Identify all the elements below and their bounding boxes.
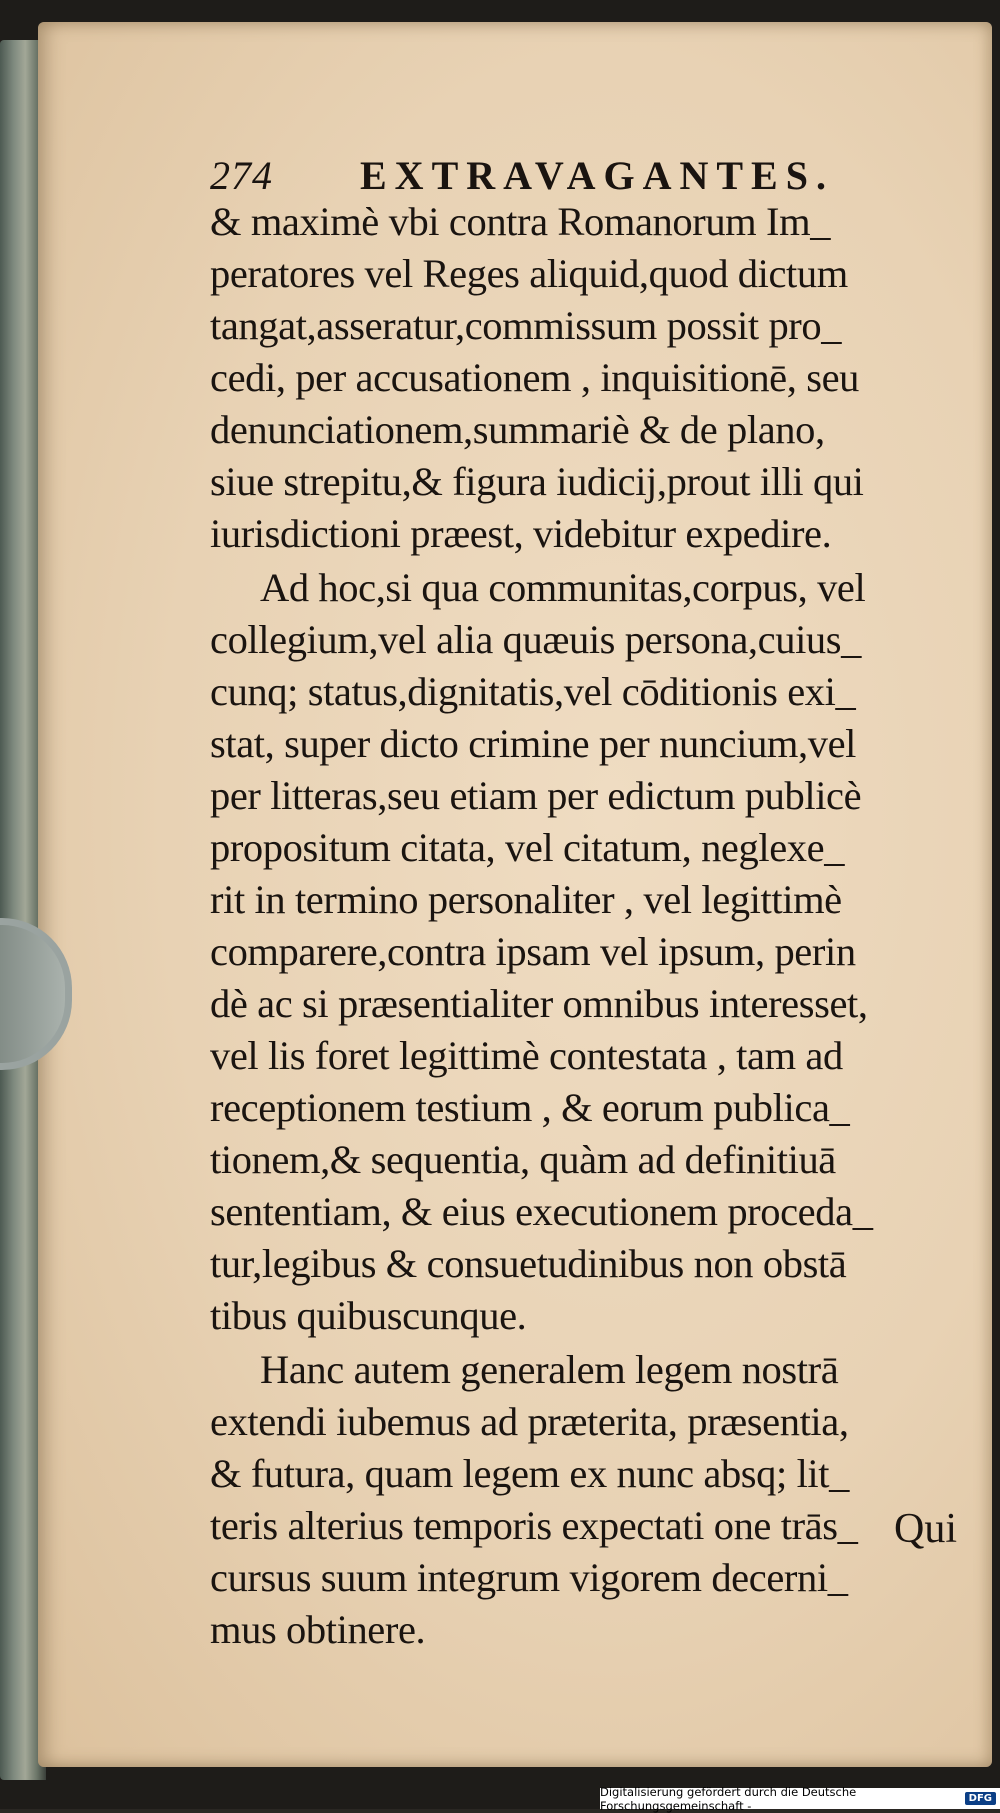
text-line: receptionem testium , & eorum publica_ (210, 1085, 850, 1130)
text-line: sententiam, & eius executionem proceda_ (210, 1189, 873, 1234)
text-line: peratores vel Reges aliquid,quod dictum (210, 251, 848, 296)
digitization-credit: Digitalisierung gefördert durch die Deutsche Forschungsgemeinschaft - (600, 1784, 857, 1813)
text-line: cedi, per accusationem , inquisitionē, seu (210, 355, 859, 400)
text-line: collegium,vel alia quæuis persona,cuius_ (210, 617, 861, 662)
text-line: extendi iubemus ad præterita, præsentia, (210, 1399, 849, 1444)
digitization-credit-bar (600, 1784, 1000, 1813)
text-line: cursus suum integrum vigorem decerni_ (210, 1555, 848, 1600)
text-line: tur,legibus & consuetudinibus non obstā (210, 1241, 847, 1286)
text-line: rit in termino personaliter , vel legittimè (210, 877, 842, 922)
text-line: propositum citata, vel citatum, neglexe_ (210, 825, 845, 870)
text-line: stat, super dicto crimine per nuncium,vel (210, 721, 857, 766)
text-line: denunciationem,summariè & de plano, (210, 407, 825, 452)
text-line: mus obtinere. (210, 1607, 426, 1652)
text-line: tionem,& sequentia, quàm ad definitiuā (210, 1137, 836, 1182)
text-line: siue strepitu,& figura iudicij,prout illi qui (210, 459, 864, 504)
text-line: Hanc autem generalem legem nostrā (260, 1347, 839, 1392)
text-line: Ad hoc,si qua communitas,corpus, vel (260, 565, 866, 610)
text-line: teris alterius temporis expectati one trās_ (210, 1503, 858, 1548)
text-line: dè ac si præsentialiter omnibus interesset, (210, 981, 868, 1026)
text-line: tangat,asseratur,commissum possit pro_ (210, 303, 842, 348)
dfg-logo-icon: DFG (965, 1792, 996, 1805)
text-line: cunq; status,dignitatis,vel cōditionis exi_ (210, 669, 856, 714)
text-line: per litteras,seu etiam per edictum publicè (210, 773, 862, 818)
text-line: iurisdictioni præest, videbitur expedire. (210, 511, 832, 556)
text-line: tibus quibuscunque. (210, 1293, 527, 1338)
catchword: Qui (894, 1506, 957, 1552)
running-title: EXTRAVAGANTES. (360, 153, 834, 198)
text-line: & futura, quam legem ex nunc absq; lit_ (210, 1451, 849, 1496)
text-line: comparere,contra ipsam vel ipsum, perin (210, 929, 856, 974)
text-line: vel lis foret legittimè contestata , tam ad (210, 1033, 843, 1078)
text-line: & maximè vbi contra Romanorum Im_ (210, 199, 831, 244)
page-number: 274 (210, 153, 273, 198)
